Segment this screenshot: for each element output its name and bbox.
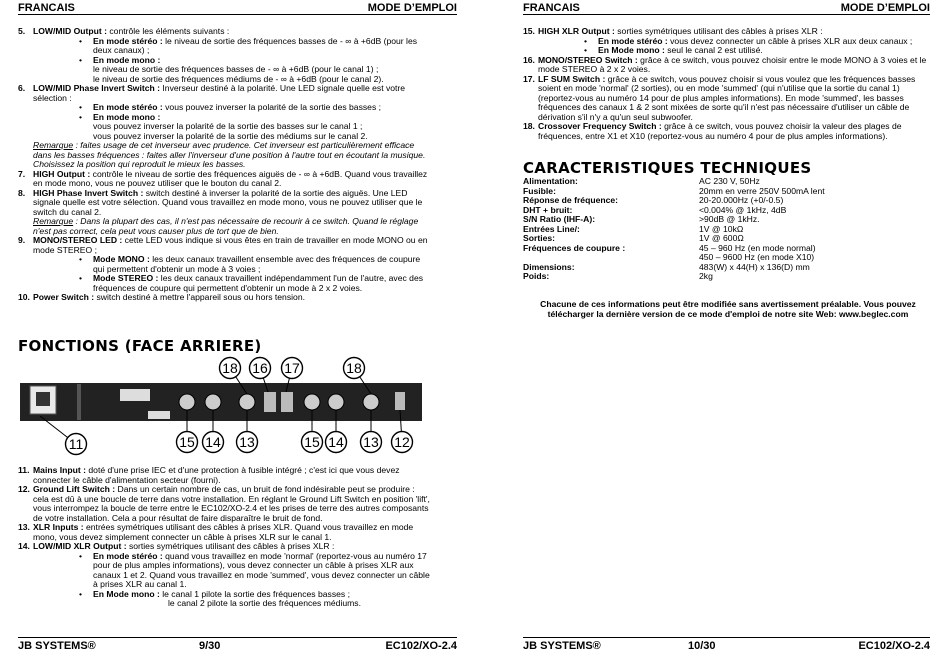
sub-title: En mode stéréo : bbox=[598, 35, 668, 46]
list-item bbox=[18, 189, 430, 218]
spec-value: 483(W) x 44(H) x 136(D) mm bbox=[699, 261, 810, 272]
spec-key: S/N Ratio (IHF-A): bbox=[523, 214, 596, 224]
item-text: grâce à ce switch, vous pouvez choisir la valeur des plages de fréquences, entre X1 et X10 (reportez-vous au numéro 4 pour de plus amples informations). bbox=[538, 121, 902, 141]
item-number: 13. bbox=[18, 522, 30, 532]
sub-text: seul le canal 2 est utilisé. bbox=[664, 45, 763, 55]
sub-line: vous pouvez inverser la polarité de la sortie des basses sur le canal 1 ; bbox=[93, 121, 363, 131]
sub-item bbox=[18, 552, 430, 590]
remark bbox=[18, 217, 430, 236]
sub-title: Mode MONO : bbox=[93, 254, 150, 264]
bullet-icon: • bbox=[584, 35, 588, 46]
callout-number: 17 bbox=[284, 360, 300, 376]
ground-lift-switch bbox=[395, 392, 405, 410]
sub-item bbox=[18, 255, 430, 274]
spec-value: AC 230 V, 50Hz bbox=[699, 176, 760, 186]
spec-key: Dimensions: bbox=[523, 261, 575, 272]
sub-line: le niveau de sortie des fréquences médiums de - ∞ à +6dB (pour le canal 2). bbox=[93, 73, 384, 84]
spec-key: Fréquences de coupure : bbox=[523, 242, 626, 253]
warning-label bbox=[120, 389, 150, 401]
sub-item bbox=[18, 590, 430, 600]
sub-text: le canal 1 pilote la sortie des fréquences basses ; bbox=[159, 588, 350, 599]
remark-text: : faites usage de cet inverseur avec prudence. Cet inverseur est particulièrement efficace dans les basses fréquences : faites aller l'inverseur d'une position à l'autre tout en écoutant la musique. Choisissez la position qui reproduit le mieux les basses. bbox=[33, 140, 426, 169]
xlr-high-out-ch1 bbox=[239, 394, 255, 410]
item-title: Ground Lift Switch : bbox=[33, 484, 116, 494]
callout-number: 14 bbox=[328, 434, 344, 450]
callout-number: 11 bbox=[68, 436, 84, 452]
item-text: switch destiné à inverser la polarité de la sortie des aiguës. Une LED signale quelle est votre sélection. Quand vous travaillez en mode mono, vous ne pouvez utiliser que le switch du canal 2. bbox=[33, 187, 423, 217]
item-title: Crossover Frequency Switch : bbox=[538, 121, 662, 131]
sub-line: le niveau de sortie des fréquences basses de - ∞ à +6dB (pour le canal 1) ; bbox=[93, 64, 379, 74]
list-item bbox=[18, 523, 430, 542]
item-title: MONO/STEREO Switch : bbox=[538, 54, 638, 65]
item-title: HIGH Phase Invert Switch : bbox=[33, 187, 144, 198]
xlr-input-ch1 bbox=[179, 394, 195, 410]
spec-key: DHT + bruit: bbox=[523, 204, 573, 215]
serial-label bbox=[148, 411, 170, 419]
list-item bbox=[523, 122, 933, 141]
footer-page-number: 10/30 bbox=[688, 640, 716, 652]
callout-number: 14 bbox=[205, 434, 221, 450]
sub-text: les deux canaux travaillent ensemble avec des fréquences de coupure qui permettent d'obtenir un mode à 3 voies ; bbox=[93, 254, 421, 274]
list-item bbox=[523, 56, 933, 75]
item-number: 16. bbox=[523, 54, 535, 65]
footer-brand: JB SYSTEMS® bbox=[523, 640, 601, 652]
page-right bbox=[475, 0, 950, 654]
item-title: LF SUM Switch : bbox=[538, 73, 606, 84]
item-number: 5. bbox=[18, 26, 26, 36]
footer-model: EC102/XO-2.4 bbox=[385, 640, 457, 652]
xlr-high-out-ch2 bbox=[363, 394, 379, 410]
item-title: Power Switch : bbox=[33, 292, 95, 302]
item-title: LOW/MID Phase Invert Switch : bbox=[33, 83, 161, 93]
item-title: Mains Input : bbox=[33, 465, 86, 475]
footer-brand: JB SYSTEMS® bbox=[18, 640, 96, 652]
sub-item bbox=[18, 56, 430, 66]
header-language: FRANCAIS bbox=[523, 2, 580, 14]
callout-number: 18 bbox=[346, 360, 362, 376]
spec-value: 45 – 960 Hz (en mode normal) bbox=[699, 242, 816, 253]
section-title-specs: CARACTERISTIQUES TECHNIQUES bbox=[523, 159, 812, 177]
sub-title: En Mode mono : bbox=[93, 588, 160, 599]
item-text: doté d'une prise IEC et d'une protection à fusible intégré ; c'est ici que vous devez connecter le câble d'alimentation secteur (fourni). bbox=[33, 465, 400, 485]
xlr-lowmid-out-ch2 bbox=[328, 394, 344, 410]
header-manual-title: MODE D’EMPLOI bbox=[367, 2, 457, 14]
list-item bbox=[18, 170, 430, 189]
mono-stereo-switch bbox=[264, 392, 276, 412]
sub-title: Mode STEREO : bbox=[93, 273, 159, 283]
header-manual-title: MODE D’EMPLOI bbox=[840, 2, 930, 14]
list-item bbox=[18, 84, 430, 103]
spec-key: Entrées Line/: bbox=[523, 223, 580, 234]
xlr-lowmid-out-ch1 bbox=[205, 394, 221, 410]
remark bbox=[18, 141, 430, 170]
item-number: 14. bbox=[18, 541, 30, 551]
bullet-icon: • bbox=[79, 550, 83, 561]
disclaimer-note: Chacune de ces informations peut être modifiée sans avertissement préalable. Vous pouvez télécharger la dernière version de ce mode d'emploi de notre site Web: www.beglec.com bbox=[540, 299, 916, 319]
sub-text: le niveau de sortie des fréquences basses de - ∞ à +6dB (pour les deux canaux) ; bbox=[93, 35, 418, 55]
bullet-icon: • bbox=[79, 273, 83, 283]
item-text: contrôle le niveau de sortie des fréquences aiguës de - ∞ à +6dB. Quand vous travaillez en mode mono, vous ne pouvez utiliser que le bouton du canal 2. bbox=[33, 168, 428, 188]
item-number: 8. bbox=[18, 187, 26, 198]
callout-number: 15 bbox=[179, 434, 195, 450]
sub-item bbox=[18, 113, 430, 123]
spec-row bbox=[523, 263, 933, 273]
bullet-icon: • bbox=[79, 54, 83, 65]
callout-number: 16 bbox=[252, 360, 268, 376]
item-text: cette LED vous indique si vous êtes en train de travailler en mode MONO ou en mode STEREO ; bbox=[33, 235, 428, 255]
panel-divider bbox=[77, 384, 81, 420]
list-item bbox=[18, 236, 430, 255]
spec-value: >90dB @ 1kHz. bbox=[699, 214, 760, 224]
item-number: 17. bbox=[523, 73, 535, 84]
list-item bbox=[18, 293, 430, 303]
footer-model: EC102/XO-2.4 bbox=[858, 640, 930, 652]
page-header bbox=[18, 2, 457, 15]
item-number: 7. bbox=[18, 168, 26, 179]
sub-title: En Mode mono : bbox=[598, 45, 665, 55]
spec-key: Poids: bbox=[523, 271, 550, 281]
remark-label: Remarque bbox=[33, 216, 74, 226]
item-text: Dans un certain nombre de cas, un bruit de fond indésirable peut se produire : cela est dû à une boucle de terre dans votre installation. En réglant le Ground Lift Switch en position 'lift', vous interrompez la boucle de terre entre le EC102/XO-2.4 et les prises de terre des autres composants de votre installation. Cela a pour résultat de faire disparaître le bruit de fond. bbox=[33, 484, 430, 523]
sub-item bbox=[18, 37, 430, 56]
sub-title: En mode stéréo : bbox=[93, 550, 163, 561]
bullet-icon: • bbox=[79, 35, 83, 46]
spec-value: <0.004% @ 1kHz, 4dB bbox=[699, 204, 787, 215]
item-text: sorties symétriques utilisant des câbles à prises XLR : bbox=[126, 541, 335, 551]
spec-value: 1V @ 10kΩ bbox=[699, 223, 744, 234]
list-item bbox=[18, 485, 430, 523]
item-number: 12. bbox=[18, 484, 30, 494]
right-top-content bbox=[523, 27, 933, 141]
item-number: 10. bbox=[18, 292, 30, 302]
list-item bbox=[18, 466, 430, 485]
header-language: FRANCAIS bbox=[18, 2, 75, 14]
bullet-icon: • bbox=[79, 111, 83, 122]
footer-page-number: 9/30 bbox=[199, 640, 221, 652]
item-text: switch destiné à mettre l'appareil sous ou hors tension. bbox=[94, 292, 305, 302]
item-title: LOW/MID XLR Output : bbox=[33, 541, 127, 551]
remark-label: Remarque bbox=[33, 140, 74, 150]
item-text: grâce à ce switch, vous pouvez choisir entre le mode MONO à 3 voies et le mode STEREO à 2 x 2 voies. bbox=[538, 54, 927, 74]
iec-connector bbox=[36, 392, 50, 406]
spec-value: 2kg bbox=[699, 271, 713, 281]
callout-number: 18 bbox=[222, 360, 238, 376]
bullet-icon: • bbox=[79, 102, 83, 112]
left-bottom-content bbox=[18, 466, 430, 609]
sub-title: En mode mono : bbox=[93, 111, 161, 122]
remark-text: : Dans la plupart des cas, il n'est pas nécessaire de recourir à ce switch. Quand le réglage n'est pas correct, cela peut vous causer plus de tort que de bien. bbox=[33, 216, 419, 236]
spec-row bbox=[523, 272, 933, 282]
sub-title: En mode mono : bbox=[93, 54, 161, 65]
device-body bbox=[20, 383, 422, 421]
item-text: entrées symétriques utilisant des câbles à prises XLR. Quand vous travaillez en mode mono, vous devez simplement connecter un câble à prises XLR sur le canal 1. bbox=[33, 522, 414, 542]
callout-number: 15 bbox=[304, 434, 320, 450]
spec-key: Sorties: bbox=[523, 233, 555, 243]
item-number: 15. bbox=[523, 26, 535, 36]
spec-value: 450 – 9600 Hz (en mode X10) bbox=[699, 252, 815, 262]
spec-key: Alimentation: bbox=[523, 176, 578, 186]
sub-text: vous pouvez inverser la polarité de la sortie des basses ; bbox=[162, 102, 382, 112]
specs-table bbox=[523, 177, 933, 282]
bullet-icon: • bbox=[79, 254, 83, 264]
sub-continuation: le canal 2 pilote la sortie des fréquences médiums. bbox=[168, 598, 361, 608]
item-number: 6. bbox=[18, 83, 26, 93]
spec-key: Réponse de fréquence: bbox=[523, 195, 619, 205]
spec-value: 1V @ 600Ω bbox=[699, 233, 744, 243]
item-title: XLR Inputs : bbox=[33, 522, 84, 532]
section-title-rear-panel: FONCTIONS (FACE ARRIERE) bbox=[18, 337, 262, 355]
item-title: HIGH XLR Output : bbox=[538, 26, 615, 36]
callout-number: 12 bbox=[394, 434, 410, 450]
xlr-input-ch2 bbox=[304, 394, 320, 410]
item-title: HIGH Output : bbox=[33, 168, 91, 179]
callout-number: 13 bbox=[363, 434, 379, 450]
spec-key: Fusible: bbox=[523, 185, 556, 196]
item-text: Inverseur destiné à la polarité. Une LED signale quelle est votre sélection : bbox=[33, 83, 406, 103]
sub-title: En mode stéréo : bbox=[93, 102, 163, 112]
item-number: 11. bbox=[18, 465, 30, 475]
list-item bbox=[523, 75, 933, 123]
sub-text: quand vous travaillez en mode 'normal' (reportez-vous au numéro 17 pour de plus amples informations), vous devez connecter un câble à prises XLR aux canaux 1 et 2. Quand vous travaillez en mode 'summed', vous devez connecter un câble à prises XLR au canal 1. bbox=[93, 550, 430, 589]
item-title: LOW/MID Output : bbox=[33, 26, 107, 36]
page-footer bbox=[18, 637, 457, 652]
sub-text: les deux canaux travaillent indépendamment l'un de l'autre, avec des fréquences de coupure qui permettent d'obtenir un mode à 2 x 2 voies. bbox=[93, 273, 424, 293]
item-number: 18. bbox=[523, 121, 535, 131]
sub-line: vous pouvez inverser la polarité de la sortie des médiums sur le canal 2. bbox=[93, 130, 368, 141]
item-number: 9. bbox=[18, 235, 26, 245]
sub-text: vous devez connecter un câble à prises XLR aux deux canaux ; bbox=[667, 35, 913, 46]
sub-title: En mode stéréo : bbox=[93, 35, 163, 46]
callout-number: 13 bbox=[239, 434, 255, 450]
bullet-icon: • bbox=[584, 45, 588, 55]
item-title: MONO/STEREO LED : bbox=[33, 235, 123, 245]
sub-item bbox=[18, 274, 430, 293]
item-text: contrôle les éléments suivants : bbox=[106, 26, 230, 36]
item-text: grâce à ce switch, vous pouvez choisir si vous voulez que les fréquences basses soient en mode 'normal' (2 sorties), ou en mode 'summed' (qui n'utilise que la sortie du canal 1) (reportez-vous au numéro 14 pour de plus amples informations). En mode 'summed', les basses fréquences des canaux 1 & 2 sont mixées de sorte qu'il n'est pas nécessaire d'utiliser un câble de dérivation s'il n'y a qu'un seul subwoofer. bbox=[538, 73, 916, 122]
bullet-icon: • bbox=[79, 588, 83, 599]
spec-value: 20-20.000Hz (+0/-0.5) bbox=[699, 195, 784, 205]
lf-sum-switch bbox=[281, 392, 293, 412]
spec-value: 20mm en verre 250V 500mA lent bbox=[699, 185, 825, 196]
rear-panel-figure bbox=[0, 356, 475, 456]
page-footer bbox=[523, 637, 930, 652]
left-top-content bbox=[18, 27, 430, 303]
page-header bbox=[523, 2, 930, 15]
item-text: sorties symétriques utilisant des câbles à prises XLR : bbox=[614, 26, 823, 36]
